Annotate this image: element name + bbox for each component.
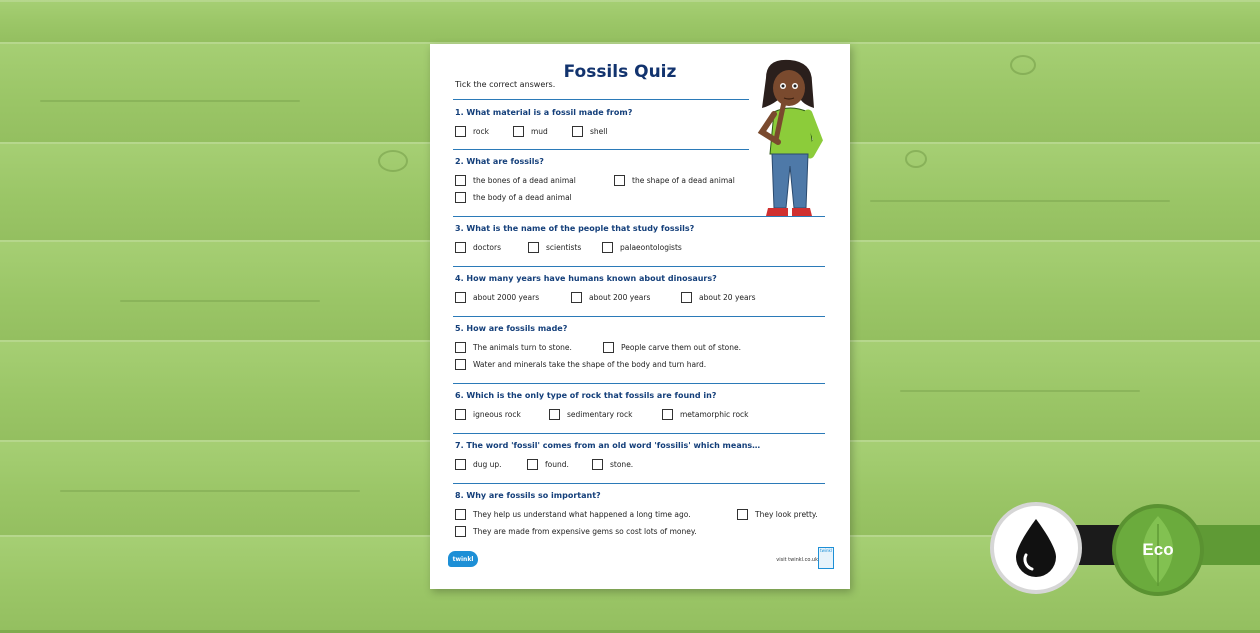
worksheet-title: Fossils Quiz [563, 62, 677, 82]
answer-checkbox[interactable] [737, 509, 748, 520]
question-text: 1. What material is a fossil made from? [455, 108, 633, 117]
answer-checkbox[interactable] [455, 509, 466, 520]
answer-checkbox[interactable] [455, 242, 466, 253]
divider-line [453, 99, 749, 100]
answer-option [527, 459, 569, 470]
question-text: 7. The word 'fossil' comes from an old word 'fossilis' which means… [455, 441, 761, 450]
answer-label: igneous rock [473, 410, 521, 419]
twinkl-badge-logo: twinkl [818, 547, 834, 569]
answer-checkbox[interactable] [455, 409, 466, 420]
answer-label: the body of a dead animal [473, 193, 572, 202]
answer-checkbox[interactable] [614, 175, 625, 186]
answer-option [455, 409, 521, 420]
answer-checkbox[interactable] [455, 192, 466, 203]
divider-line [453, 316, 825, 317]
answer-checkbox[interactable] [528, 242, 539, 253]
wood-plank [0, 0, 1260, 45]
question-text: 4. How many years have humans known about dinosaurs? [455, 274, 717, 283]
answer-label: sedimentary rock [567, 410, 633, 419]
answer-label: about 200 years [589, 293, 651, 302]
answer-label: found. [545, 460, 569, 469]
answer-label: People carve them out of stone. [621, 343, 742, 352]
answer-option [455, 526, 697, 537]
answer-option [528, 242, 581, 253]
answer-checkbox[interactable] [455, 359, 466, 370]
question-text: 8. Why are fossils so important? [455, 491, 601, 500]
answer-checkbox[interactable] [602, 242, 613, 253]
answer-label: the bones of a dead animal [473, 176, 576, 185]
answer-label: Water and minerals take the shape of the body and turn hard. [473, 360, 707, 369]
answer-option [455, 192, 572, 203]
answer-checkbox[interactable] [549, 409, 560, 420]
answer-option [603, 342, 741, 353]
child-illustration [752, 58, 828, 218]
answer-label: They are made from expensive gems so cost lots of money. [473, 527, 697, 536]
answer-option [455, 292, 539, 303]
answer-checkbox[interactable] [455, 342, 466, 353]
answer-label: The animals turn to stone. [473, 343, 572, 352]
answer-label: They help us understand what happened a long time ago. [473, 510, 691, 519]
worksheet [430, 44, 850, 589]
answer-label: They look pretty. [755, 510, 818, 519]
ink-saver-badge [990, 502, 1082, 594]
answer-checkbox[interactable] [455, 126, 466, 137]
answer-label: mud [531, 127, 548, 136]
eco-label: Eco [1142, 540, 1174, 559]
answer-label: about 20 years [699, 293, 756, 302]
answer-option [549, 409, 632, 420]
answer-option [592, 459, 633, 470]
answer-checkbox[interactable] [681, 292, 692, 303]
answer-option [571, 292, 650, 303]
divider-line [453, 216, 825, 217]
wood-grain [870, 200, 1170, 202]
answer-label: about 2000 years [473, 293, 540, 302]
wood-grain [60, 490, 360, 492]
divider-line [453, 383, 825, 384]
worksheet-instructions: Tick the correct answers. [455, 80, 556, 89]
answer-option [455, 126, 489, 137]
answer-checkbox[interactable] [455, 459, 466, 470]
answer-label: scientists [546, 243, 582, 252]
answer-checkbox[interactable] [592, 459, 603, 470]
answer-option [681, 292, 756, 303]
answer-option [572, 126, 607, 137]
divider-line [453, 149, 749, 150]
answer-option [513, 126, 548, 137]
answer-option [455, 509, 691, 520]
divider-line [453, 266, 825, 267]
answer-label: rock [473, 127, 489, 136]
answer-option [455, 342, 572, 353]
footer-visit-text: visit twinkl.co.uk [776, 557, 818, 563]
twinkl-logo: twinkl [448, 551, 478, 567]
answer-label: shell [590, 127, 608, 136]
divider-line [453, 433, 825, 434]
answer-label: stone. [610, 460, 634, 469]
answer-label: doctors [473, 243, 501, 252]
wood-knot [905, 150, 927, 168]
answer-label: metamorphic rock [680, 410, 749, 419]
answer-checkbox[interactable] [572, 126, 583, 137]
answer-checkbox[interactable] [603, 342, 614, 353]
answer-checkbox[interactable] [513, 126, 524, 137]
answer-label: palaeontologists [620, 243, 682, 252]
question-text: 2. What are fossils? [455, 157, 544, 166]
answer-option [455, 359, 706, 370]
answer-option [602, 242, 682, 253]
answer-option [455, 242, 501, 253]
answer-option [737, 509, 818, 520]
answer-checkbox[interactable] [662, 409, 673, 420]
answer-checkbox[interactable] [571, 292, 582, 303]
wood-grain [900, 390, 1140, 392]
question-text: 3. What is the name of the people that study fossils? [455, 224, 695, 233]
answer-checkbox[interactable] [527, 459, 538, 470]
eco-badge [1112, 504, 1204, 596]
question-text: 5. How are fossils made? [455, 324, 568, 333]
answer-label: the shape of a dead animal [632, 176, 735, 185]
divider-line [453, 483, 825, 484]
answer-option [455, 175, 576, 186]
wood-knot [1010, 55, 1036, 75]
answer-label: dug up. [473, 460, 502, 469]
wood-grain [120, 300, 320, 302]
answer-checkbox[interactable] [455, 526, 466, 537]
answer-checkbox[interactable] [455, 175, 466, 186]
question-text: 6. Which is the only type of rock that fossils are found in? [455, 391, 717, 400]
answer-option [662, 409, 749, 420]
wood-grain [40, 100, 300, 102]
answer-option [614, 175, 735, 186]
answer-checkbox[interactable] [455, 292, 466, 303]
answer-option [455, 459, 502, 470]
wood-knot [378, 150, 408, 172]
ink-drop-icon [1012, 517, 1060, 579]
